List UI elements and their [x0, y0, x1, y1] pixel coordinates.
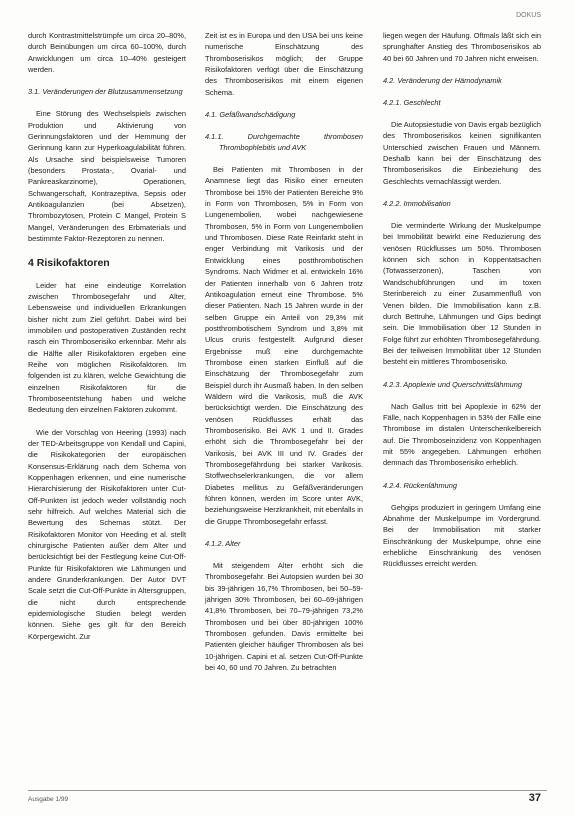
- section-heading-4: 4 Risikofaktoren: [28, 256, 110, 269]
- paragraph: durch Kontrastmittelstrümpfe um circa 20–80%, durch Beinübungen um circa 60–100%, durch Anwicklungen um circa 10–40% gesteigert werden.: [28, 31, 186, 75]
- column-1: [28, 30, 186, 653]
- section-heading-4-1-2: 4.1.2. Alter: [205, 539, 241, 549]
- section-heading-4-2-4: 4.2.4. Rückenlähmung: [383, 480, 457, 490]
- paragraph: liegen wegen der Häufung. Oftmals läßt sich ein sprunghafter Anstieg des Thromboserisikos ab 40 bei 60 Jahren und 70 Jahren nicht erweisen.: [383, 31, 541, 63]
- section-heading-3-1: 3.1. Veränderungen der Blutzusammensetzung: [28, 87, 183, 97]
- paragraph: Die Autopsiestudie von Davis ergab bezüglich des Thromboserisikos keinen signifikanten Unterschied zwischen Frauen und Männern. Deshalb kann bei der Einschätzung des Thromboserisikos die Einbeziehung des Geschlechts vernachlässigt werden.: [383, 120, 541, 186]
- paragraph: Bei Patienten mit Thrombosen in der Anamnese liegt das Risiko einer erneuten Thrombose bei 15% der Patienten Bereiche 9% in Form von Thrombosen, 5% in Form von Lungenembolien, wobei nachgewiesene Thrombosen, 5% in Form von Lungenembolien und Thrombosen. Diese Rate Reinfarkt steht in enger Verbindung mit Varikosis und der Entwicklung eines postthrombotischen Syndroms. Nach Widmer et al. entwickeln 16% der Patienten innerhalb von 6 Jahren trotz Antikoagulation erneut eine Thrombose. 5% dieser Patienten. Nach 15 Jahren wurde in der selben Gruppe ein Anteil von 29,3% mit postthrombotischem Syndrom und 3,8% mit Ulcus cruris festgestellt. Aufgrund dieser Ergebnisse muß eine durchgemachte Thrombose einen starken Einfluß auf die Einschätzung der Thrombosegefahr zum Beispiel durch ihr Ausmaß haben. In den selben Wäldern wird die Varikosis, muß die AVK berücksichtigt werden. Die Einschätzung des venösen Rückflusses erhält das Thromboserisiko. Bei AVK 1 und II. Grades erhöht sich die Thrombosegefahr bei der Varikosis, bei AVK III und IV. Grades der Thrombosegefährdung bei starker Varikosis. Stoffwechselerkrankungen, die vor allem Diabetes mellitus zu Gefäßveränderungen führen können, werden im Score unter AVK, beziehungsweise Herzkrankheit, mit ebenfalls in die Gruppe Thrombosegefahr erfasst.: [205, 165, 363, 526]
- column-3: [383, 30, 541, 581]
- paragraph: Zeit ist es in Europa und den USA bei uns keine numerische Einschätzung des Thromboserisikos möglich; der Gruppe Risikofaktoren verfügt über die Einschätzung des Thromboserisikos mit einem eigenen Schema.: [205, 31, 363, 97]
- paragraph: Gehgips produziert in geringem Umfang eine Abnahme der Muskelpumpe im Vordergrund. Bei der Immobilisation mit starker Einschränkung der Muskelpumpe, ohne eine erhebliche Einschränkung des venösen Rückflusses erreicht werden.: [383, 502, 541, 569]
- paragraph: Wie der Vorschlag von Heering (1993) nach der TED-Arbeitsgruppe von Kendall und Capini, die Risikokategorien der europäischen Konsensus-Erklärung nach dem Schema von Koppenhagen erkennen, und eine numerische Hierarchisierung der Risikofaktoren unter Cut-Off-Punkten ist jedoch weder vollständig noch sehr hilfreich. Auf welches Material sich die Bewertung des Schemas stützt. Der Risikofaktoren Monitor von Heeding et al. stellt chirurgische Patienten außer dem Alter und berücksichtigt bei der Festlegung keine Cut-Off-Punkte für Risikofaktoren wie Lähmungen und andere Grunderkrankungen. Der Autor DVT Scale setzt die Cut-Off-Punkte in Altersgruppen, die nicht durch entsprechende epidemiologische Studien belegt werden können. Siehe ges gilt für den Bereich Körpergewicht. Zur: [28, 427, 186, 641]
- section-heading-4-2-3: 4.2.3. Apoplexie und Querschnittslähmung: [383, 379, 523, 389]
- paragraph: Mit steigendem Alter erhöht sich die Thrombosegefahr. Bei Autopsien wurden bei 30 bis 39-jährigen 16,7% Thrombosen, bei 50–59-jährigen 30% Thrombosen, bei 60–69-jährigen 41,8% Thrombosen, bei 70–79-jährigen 73,2% Thrombosen und bei über 80-jährigen 100% Thrombosen gefunden. Davis ermittelte bei Patienten gleicher häufiger Thrombosen als bei 10-jährigen. Capini et al. setzen Cut-Off-Punkte bei 40, 60 und 70 Jahren. Zu betrachten: [205, 561, 363, 673]
- section-heading-4-2-2: 4.2.2. Immobilisation: [383, 199, 451, 209]
- section-heading-4-1: 4.1. Gefäßwandschädigung: [205, 110, 296, 120]
- section-heading-4-1-1: 4.1.1. Durchgemachte thrombosen Thrombophlebitis und AVK: [205, 132, 363, 153]
- paragraph: Die verminderte Wirkung der Muskelpumpe bei Immobilität bewirkt eine Reduzierung des venösen Rückflusses um 50%. Thrombosen können sich schon in Koppentatsachen (Totwasserzonen), Taschen von Wandschubführungen und im toxen Sterinbereich zu einer Zusammenfluß von Venen bilden. Die Immobilisation kann z.B. durch Bettruhe, Lähmungen und Gips bedingt sein. Die Immobilisation über 12 Stunden in Folge führt zur erhöhten Thrombosegefährdung. Bei der teilweisen Immobilität über 12 Stunden besteht ein mittleres Thromboserisiko.: [383, 221, 541, 367]
- issue-label: Ausgabe 1/99: [28, 796, 69, 803]
- page-number: 37: [528, 792, 541, 804]
- section-heading-4-2-1: 4.2.1. Geschlecht: [383, 98, 441, 108]
- column-2: [205, 30, 363, 685]
- paragraph: Nach Gallus tritt bei Apoplexie in 62% der Fälle, nach Koppenhagen in 53% der Fälle eine Thrombose im distalen Unterschenkelbereich auf. Die Thromboseinzidenz von Koppenhagen mit 55% angegeben. Lähmungen erhöhen demnach das Thromboserisiko erheblich.: [383, 401, 541, 468]
- paragraph: Leider hat eine eindeutige Korrelation zwischen Thrombosegefahr und Alter, Lebensweise und individuellen Erkrankungen bisher nicht zum Ziel geführt. Dabei wird bei immobilen und postoperativen Zuständen recht rasch ein Thromboserisiko erkennbar. Mehr als die Hälfte aller Risikofaktoren ergeben eine Reihe von möglichen Risikofaktoren. Im folgenden ist zu klären, welche Gewichtung die einzelnen Risikofaktoren für die Thromboseentstehung haben und welche Bedeutung den einzelnen Faktoren zukommt.: [28, 280, 186, 415]
- running-head: DOKUS: [516, 12, 541, 19]
- paragraph: Eine Störung des Wechselspiels zwischen Produktion und Aktivierung von Gerinnungsfaktoren und der Hemmung der Gerinnung kann zur Hyperkoagulabilität führen. Als Ursache sind beispielsweise Tumoren (besonders Prostata-, Ovarial- und Pankreaskarzinome), Operationen, Schwangerschaft, Kontrazeptiva, Sepsis oder Antikoagulanzien (bei Absetzen), Thrombozytosen, Protein C Mangel, Protein S Mangel, Veränderungen des Erbmaterials und bestimmte Faktor-Rezeptoren zu nennen.: [28, 109, 186, 244]
- footer-rule: [28, 790, 547, 791]
- section-heading-4-2: 4.2. Veränderung der Hämodynamik: [383, 76, 502, 86]
